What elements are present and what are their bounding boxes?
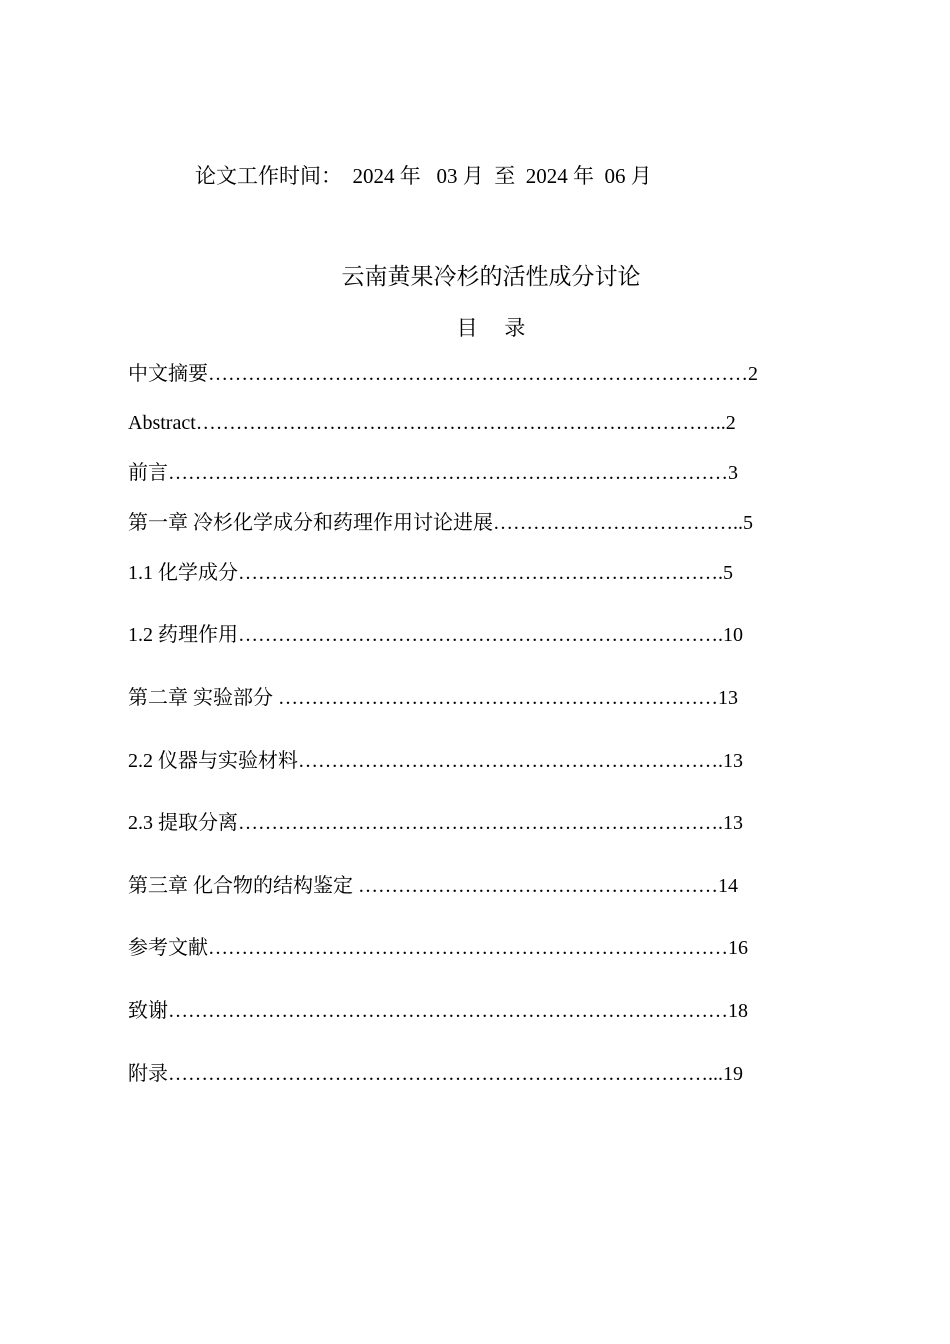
toc-entry-2-3: 2.3 提取分离……………………………………………………………….13 <box>128 812 743 834</box>
toc-entry-chapter-2: 第二章 实验部分 …………………………………………………………13 <box>128 687 738 709</box>
toc-entry-chinese-abstract: 中文摘要………………………………………………………………………2 <box>128 363 758 385</box>
toc-heading: 目 录 <box>456 316 526 340</box>
toc-entry-1-2: 1.2 药理作用……………………………………………………………….10 <box>128 624 743 646</box>
thesis-work-period: 论文工作时间： 2024 年 03 月 至 2024 年 06 月 <box>195 164 652 188</box>
toc-entry-chapter-1: 第一章 冷杉化学成分和药理作用讨论进展………………………………..5 <box>128 512 753 534</box>
toc-entry-preface: 前言…………………………………………………………………………3 <box>128 462 738 484</box>
toc-entry-references: 参考文献……………………………………………………………………16 <box>128 937 748 959</box>
toc-entry-abstract: Abstract……………………………………………………………………..2 <box>128 412 736 434</box>
toc-entry-appendix: 附录………………………………………………………………………...19 <box>128 1063 743 1085</box>
toc-entry-acknowledgements: 致谢…………………………………………………………………………18 <box>128 1000 748 1022</box>
toc-entry-2-2: 2.2 仪器与实验材料……………………………………………………….13 <box>128 750 743 772</box>
toc-entry-1-1: 1.1 化学成分……………………………………………………………….5 <box>128 562 733 584</box>
thesis-title: 云南黄果冷杉的活性成分讨论 <box>341 264 641 290</box>
toc-entry-chapter-3: 第三章 化合物的结构鉴定 ………………………………………………14 <box>128 875 738 897</box>
